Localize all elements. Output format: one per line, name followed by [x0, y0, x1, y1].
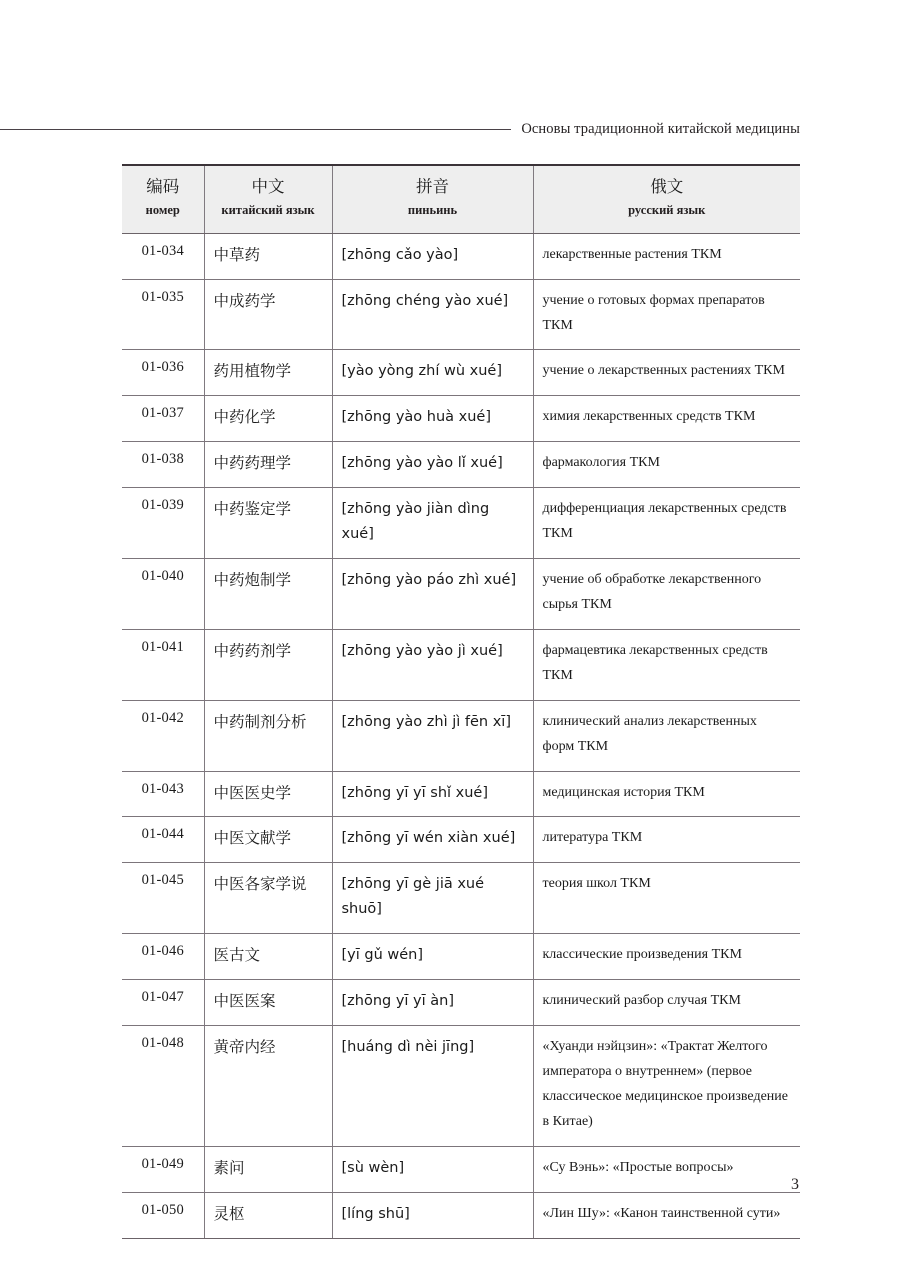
- running-header-title: Основы традиционной китайской медицины: [521, 120, 800, 137]
- glossary-table-wrapper: [122, 164, 800, 1239]
- cell-code: 01-050: [122, 1192, 204, 1238]
- cell-pinyin: [zhōng yào huà xué]: [332, 396, 533, 442]
- cell-code: 01-047: [122, 980, 204, 1026]
- table-row: [122, 863, 800, 934]
- table-row: [122, 559, 800, 630]
- column-header-russian: [533, 165, 800, 233]
- running-header: [0, 118, 900, 140]
- cell-russian: учение о лекарственных растениях ТКМ: [533, 350, 800, 396]
- cell-pinyin: [zhōng yào jiàn dìng xué]: [332, 488, 533, 559]
- cell-pinyin: [zhōng yī yī àn]: [332, 980, 533, 1026]
- column-header-chinese-ru: китайский язык: [221, 202, 315, 217]
- cell-russian: учение об обработке лекарственного сырья ТКМ: [533, 559, 800, 630]
- cell-russian: химия лекарственных средств ТКМ: [533, 396, 800, 442]
- table-row: [122, 396, 800, 442]
- cell-hanzi: 黄帝内经: [204, 1026, 332, 1147]
- page-number: 3: [791, 1176, 799, 1193]
- running-header-rule: [0, 129, 511, 130]
- cell-hanzi: 药用植物学: [204, 350, 332, 396]
- glossary-table: [122, 164, 800, 1239]
- table-row: [122, 1192, 800, 1238]
- cell-pinyin: [zhōng yào páo zhì xué]: [332, 559, 533, 630]
- table-row: [122, 350, 800, 396]
- cell-hanzi: 灵枢: [204, 1192, 332, 1238]
- cell-pinyin: [zhōng yī yī shǐ xué]: [332, 771, 533, 817]
- cell-hanzi: 中成药学: [204, 279, 332, 350]
- cell-pinyin: [yào yòng zhí wù xué]: [332, 350, 533, 396]
- cell-russian: теория школ ТКМ: [533, 863, 800, 934]
- cell-code: 01-049: [122, 1146, 204, 1192]
- cell-pinyin: [zhōng yī wén xiàn xué]: [332, 817, 533, 863]
- table-body: [122, 233, 800, 1238]
- cell-hanzi: 中医医史学: [204, 771, 332, 817]
- table-row: [122, 771, 800, 817]
- cell-hanzi: 中医医案: [204, 980, 332, 1026]
- table-row: [122, 629, 800, 700]
- column-header-code: [122, 165, 204, 233]
- cell-pinyin: [zhōng yào zhì jì fēn xī]: [332, 700, 533, 771]
- cell-russian: фармакология ТКМ: [533, 442, 800, 488]
- column-header-pinyin-ru: пиньинь: [407, 202, 458, 217]
- cell-pinyin: [yī gǔ wén]: [332, 934, 533, 980]
- table-row: [122, 488, 800, 559]
- table-header-row: [122, 165, 800, 233]
- cell-russian: «Хуанди нэйцзин»: «Трактат Желтого императора о внутреннем» (первое классическое медицинское произведение в Китае): [533, 1026, 800, 1147]
- cell-russian: учение о готовых формах препаратов ТКМ: [533, 279, 800, 350]
- cell-hanzi: 中药炮制学: [204, 559, 332, 630]
- cell-code: 01-035: [122, 279, 204, 350]
- cell-code: 01-036: [122, 350, 204, 396]
- table-header: [122, 165, 800, 233]
- table-row: [122, 279, 800, 350]
- cell-russian: классические произведения ТКМ: [533, 934, 800, 980]
- cell-code: 01-042: [122, 700, 204, 771]
- cell-code: 01-044: [122, 817, 204, 863]
- table-row: [122, 700, 800, 771]
- cell-code: 01-041: [122, 629, 204, 700]
- cell-hanzi: 中医文献学: [204, 817, 332, 863]
- cell-pinyin: [huáng dì nèi jīng]: [332, 1026, 533, 1147]
- cell-code: 01-048: [122, 1026, 204, 1147]
- table-row: [122, 1026, 800, 1147]
- cell-russian: литература ТКМ: [533, 817, 800, 863]
- table-row: [122, 980, 800, 1026]
- cell-pinyin: [zhōng yào yào lǐ xué]: [332, 442, 533, 488]
- cell-hanzi: 中药化学: [204, 396, 332, 442]
- cell-hanzi: 中药鉴定学: [204, 488, 332, 559]
- cell-hanzi: 中药药理学: [204, 442, 332, 488]
- cell-hanzi: 中草药: [204, 233, 332, 279]
- cell-pinyin: [líng shū]: [332, 1192, 533, 1238]
- column-header-chinese-cn: 中文: [251, 177, 285, 196]
- cell-hanzi: 中药药剂学: [204, 629, 332, 700]
- cell-russian: клинический анализ лекарственных форм ТКМ: [533, 700, 800, 771]
- table-row: [122, 442, 800, 488]
- cell-code: 01-045: [122, 863, 204, 934]
- column-header-chinese: [204, 165, 332, 233]
- cell-russian: «Лин Шу»: «Канон таинственной сути»: [533, 1192, 800, 1238]
- cell-russian: клинический разбор случая ТКМ: [533, 980, 800, 1026]
- column-header-russian-ru: русский язык: [628, 202, 706, 217]
- table-row: [122, 934, 800, 980]
- column-header-code-cn: 编码: [146, 177, 180, 196]
- cell-code: 01-043: [122, 771, 204, 817]
- cell-hanzi: 中医各家学说: [204, 863, 332, 934]
- cell-russian: дифференциация лекарственных средств ТКМ: [533, 488, 800, 559]
- cell-russian: фармацевтика лекарственных средств ТКМ: [533, 629, 800, 700]
- cell-pinyin: [zhōng yào yào jì xué]: [332, 629, 533, 700]
- cell-russian: «Су Вэнь»: «Простые вопросы»: [533, 1146, 800, 1192]
- column-header-pinyin-cn: 拼音: [416, 177, 449, 196]
- cell-hanzi: 中药制剂分析: [204, 700, 332, 771]
- cell-code: 01-037: [122, 396, 204, 442]
- table-row: [122, 817, 800, 863]
- cell-code: 01-046: [122, 934, 204, 980]
- cell-code: 01-038: [122, 442, 204, 488]
- cell-russian: медицинская история ТКМ: [533, 771, 800, 817]
- cell-pinyin: [zhōng chéng yào xué]: [332, 279, 533, 350]
- cell-pinyin: [zhōng yī gè jiā xué shuō]: [332, 863, 533, 934]
- table-row: [122, 233, 800, 279]
- cell-code: 01-040: [122, 559, 204, 630]
- column-header-russian-cn: 俄文: [650, 177, 684, 196]
- cell-hanzi: 素问: [204, 1146, 332, 1192]
- column-header-code-ru: номер: [145, 202, 180, 217]
- cell-pinyin: [zhōng cǎo yào]: [332, 233, 533, 279]
- cell-pinyin: [sù wèn]: [332, 1146, 533, 1192]
- cell-hanzi: 医古文: [204, 934, 332, 980]
- column-header-pinyin: [332, 165, 533, 233]
- cell-russian: лекарственные растения ТКМ: [533, 233, 800, 279]
- cell-code: 01-039: [122, 488, 204, 559]
- cell-code: 01-034: [122, 233, 204, 279]
